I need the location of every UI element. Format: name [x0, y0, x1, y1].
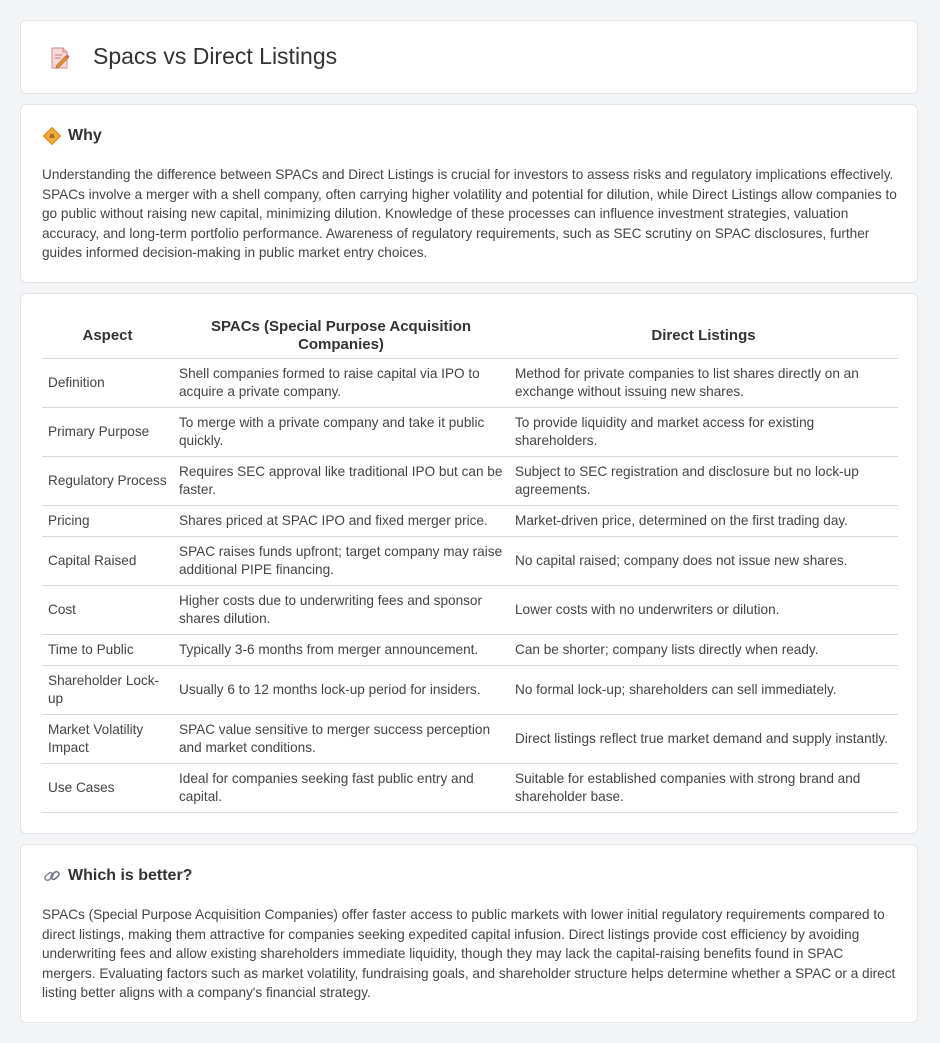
- cell-aspect: Definition: [42, 359, 173, 408]
- cell-direct: Market-driven price, determined on the first trading day.: [509, 506, 898, 537]
- table-row: [42, 537, 898, 586]
- which-is-better-section: [20, 844, 918, 1023]
- better-heading-row: [43, 867, 192, 885]
- cell-aspect: Primary Purpose: [42, 408, 173, 457]
- table-row: [42, 586, 898, 635]
- why-text: Understanding the difference between SPACs and Direct Listings is crucial for investors to assess risks and regulatory implications effectively. SPACs involve a merger with a shell company, often carrying higher volatility and potential for dilution, while Direct Listings allow companies to go public without raising new capital, minimizing dilution. Knowledge of these processes can influence investment strategies, valuation accuracy, and long-term portfolio performance. Awareness of regulatory requirements, such as SEC scrutiny on SPAC disclosures, further guides informed decision-making in public market entry choices.: [42, 167, 897, 260]
- cell-direct: Lower costs with no underwriters or dilution.: [509, 586, 898, 635]
- table-row: [42, 359, 898, 408]
- header-spacs: SPACs (Special Purpose Acquisition Companies): [173, 314, 509, 359]
- title-card: [20, 20, 918, 94]
- cell-aspect: Time to Public: [42, 635, 173, 666]
- comparison-table: [42, 314, 898, 813]
- table-row: [42, 715, 898, 764]
- header-direct-listings: Direct Listings: [509, 314, 898, 359]
- cell-direct: No formal lock-up; shareholders can sell immediately.: [509, 666, 898, 715]
- cell-spac: Requires SEC approval like traditional IPO but can be faster.: [173, 457, 509, 506]
- diamond-icon: [43, 127, 61, 145]
- cell-aspect: Cost: [42, 586, 173, 635]
- link-icon: [43, 867, 61, 885]
- cell-direct: Can be shorter; company lists directly when ready.: [509, 635, 898, 666]
- better-heading: Which is better?: [68, 867, 193, 884]
- cell-spac: Ideal for companies seeking fast public entry and capital.: [173, 764, 509, 813]
- cell-aspect: Market Volatility Impact: [42, 715, 173, 764]
- table-row: [42, 457, 898, 506]
- cell-spac: SPAC raises funds upfront; target company may raise additional PIPE financing.: [173, 537, 509, 586]
- cell-direct: Suitable for established companies with strong brand and shareholder base.: [509, 764, 898, 813]
- table-row: [42, 408, 898, 457]
- cell-aspect: Pricing: [42, 506, 173, 537]
- cell-spac: To merge with a private company and take it public quickly.: [173, 408, 509, 457]
- table-row: [42, 506, 898, 537]
- cell-direct: Subject to SEC registration and disclosure but no lock-up agreements.: [509, 457, 898, 506]
- cell-direct: Method for private companies to list shares directly on an exchange without issuing new shares.: [509, 359, 898, 408]
- table-row: [42, 764, 898, 813]
- cell-aspect: Regulatory Process: [42, 457, 173, 506]
- page-title: Spacs vs Direct Listings: [93, 43, 338, 69]
- better-text: SPACs (Special Purpose Acquisition Companies) offer faster access to public markets with lower initial regulatory requirements compared to direct listings, making them attractive for companies seeking expedited capital infusion. Direct listings provide cost efficiency by avoiding underwriting fees and allow existing shareholders immediate liquidity, though they may lack the capital-raising benefits found in SPAC mergers. Evaluating factors such as market volatility, fundraising goals, and shareholder structure helps determine whether a SPAC or a direct listing better aligns with a company's financial strategy.: [42, 907, 896, 1000]
- table-header-row: [42, 314, 898, 359]
- why-heading: Why: [68, 127, 102, 144]
- table-row: [42, 635, 898, 666]
- cell-direct: No capital raised; company does not issue new shares.: [509, 537, 898, 586]
- document-pencil-icon: [48, 46, 72, 70]
- cell-spac: Shell companies formed to raise capital via IPO to acquire a private company.: [173, 359, 509, 408]
- comparison-table-card: [20, 293, 918, 834]
- cell-direct: To provide liquidity and market access for existing shareholders.: [509, 408, 898, 457]
- cell-direct: Direct listings reflect true market demand and supply instantly.: [509, 715, 898, 764]
- header-aspect: Aspect: [42, 314, 173, 359]
- table-row: [42, 666, 898, 715]
- cell-spac: Typically 3-6 months from merger announcement.: [173, 635, 509, 666]
- cell-spac: Higher costs due to underwriting fees and sponsor shares dilution.: [173, 586, 509, 635]
- why-heading-row: [43, 127, 102, 145]
- cell-spac: SPAC value sensitive to merger success perception and market conditions.: [173, 715, 509, 764]
- cell-aspect: Shareholder Lock-up: [42, 666, 173, 715]
- cell-spac: Shares priced at SPAC IPO and fixed merger price.: [173, 506, 509, 537]
- cell-aspect: Capital Raised: [42, 537, 173, 586]
- cell-aspect: Use Cases: [42, 764, 173, 813]
- why-section: [20, 104, 918, 283]
- cell-spac: Usually 6 to 12 months lock-up period for insiders.: [173, 666, 509, 715]
